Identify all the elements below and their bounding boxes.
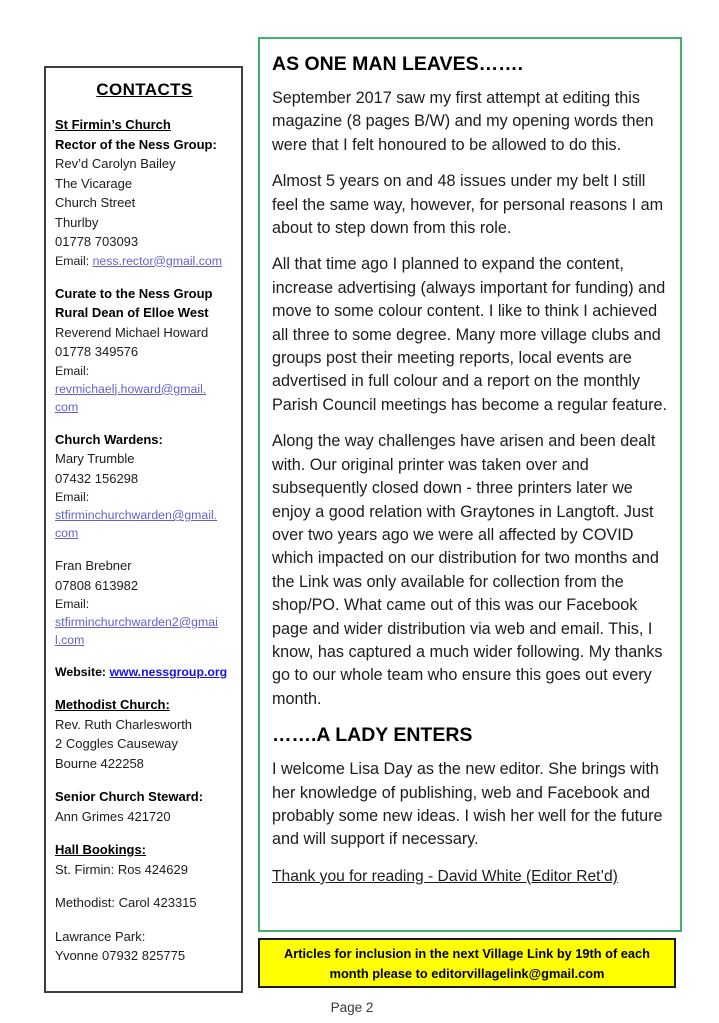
contact-line-label: Lawrance Park: [55, 928, 146, 944]
article-section-1 [272, 87, 668, 711]
contact-line-label: St Firmin’s Church [55, 117, 171, 132]
contacts-title: CONTACTS [96, 80, 193, 99]
contact-line-label: Email: [55, 490, 90, 504]
contact-line-label: Methodist Church: [55, 697, 170, 712]
contact-line-label: Email: [55, 253, 93, 268]
contact-line-label: Senior Church Steward: [55, 789, 204, 804]
contact-line-label: 01778 349576 [55, 344, 139, 359]
contact-line [55, 380, 234, 398]
contact-line-label: 01778 703093 [55, 234, 139, 249]
contact-line-label: Ann Grimes 421720 [55, 808, 171, 824]
contact-line-label: Methodist: Carol 423315 [55, 895, 197, 910]
contact-line [55, 449, 234, 469]
contact-line [55, 270, 234, 284]
contact-link[interactable]: www.nessgroup.org [109, 665, 228, 679]
contact-line-label: 07432 156298 [55, 470, 139, 486]
contact-line [55, 787, 234, 807]
notice-line: month please to editorvillagelink@gmail.com [329, 965, 605, 981]
contact-line [55, 879, 234, 893]
notice-box [258, 938, 676, 988]
article-paragraph: Almost 5 years on and 48 issues under my belt I still feel the same way, however, for personal reasons I am about to step down from this role. [272, 172, 664, 238]
contact-line-label: Mary Trumble [55, 451, 135, 466]
contact-line [55, 506, 234, 524]
contact-line-label: The Vicarage [55, 175, 133, 191]
contact-line [55, 631, 234, 649]
contact-line-label: Reverend Michael Howard [55, 324, 209, 340]
contact-line [55, 542, 234, 556]
contact-line [55, 613, 234, 631]
notice-line: Articles for inclusion in the next Village Link by 19th of each [284, 946, 650, 961]
contact-line-label: Curate to the Ness Group [55, 285, 213, 301]
contact-line [55, 303, 234, 323]
contact-line [55, 323, 234, 343]
contact-line [55, 232, 234, 252]
contact-line [55, 430, 234, 450]
contact-link[interactable]: stfirminchurchwarden2@gmai [55, 615, 218, 629]
contact-link[interactable]: stfirminchurchwarden@gmail. [55, 508, 218, 522]
contact-line [55, 927, 234, 947]
contacts-box [44, 66, 243, 993]
contact-link[interactable]: ness.rector@gmail.com [92, 253, 222, 268]
contact-line [55, 174, 234, 194]
contact-line-label: Yvonne 07932 825775 [55, 948, 186, 963]
contact-line [55, 754, 234, 774]
contact-line-label: St. Firmin: Ros 424629 [55, 861, 188, 877]
contact-line [55, 840, 234, 860]
notice-lines [260, 944, 674, 983]
contact-line-label: Church Wardens: [55, 431, 163, 447]
contact-line [55, 524, 234, 542]
contact-line [55, 773, 234, 787]
contact-line [55, 860, 234, 880]
contact-line [55, 556, 234, 576]
contact-line [55, 284, 234, 304]
contact-line [55, 595, 234, 613]
contact-link[interactable]: com [55, 526, 79, 540]
article-section-2 [272, 758, 668, 852]
article-box [258, 37, 682, 932]
contact-line [55, 576, 234, 596]
contact-line [55, 681, 234, 695]
contact-line [55, 893, 234, 913]
contact-line [55, 807, 234, 827]
contact-link[interactable]: revmichaelj.howard@gmail. [55, 381, 207, 396]
contact-line-label: Rural Dean of Elloe West [55, 305, 209, 320]
article-signoff: Thank you for reading - David White (Editor Ret’d) [272, 867, 618, 885]
contact-line-label: Thurlby [55, 214, 99, 230]
contact-line-label: Rev’d Carolyn Bailey [55, 156, 176, 171]
contact-line [55, 695, 234, 715]
contact-line [55, 946, 234, 966]
contact-line-label: 2 Coggles Causeway [55, 736, 178, 751]
contact-line [55, 213, 234, 233]
contact-line [55, 826, 234, 840]
contact-line [55, 663, 234, 681]
contact-line [55, 398, 234, 416]
contact-line-label: Website: [55, 665, 110, 679]
contact-line [55, 649, 234, 663]
contact-line-label: Hall Bookings: [55, 842, 147, 857]
contact-line [55, 488, 234, 506]
contact-line [55, 154, 234, 174]
contact-line [55, 135, 234, 155]
article-paragraph: All that time ago I planned to expand the content, increase advertising (always important for funding) and move to some colour content. I like to think I achieved all three to some degree. Many more village clubs and groups post their meeting reports, local events are advertised in full colour and a report on the monthly Parish Council meetings has become a regular feature. [272, 255, 668, 414]
contact-line [55, 913, 234, 927]
contact-line-label: 07808 613982 [55, 577, 139, 593]
contact-line-label: Email: [55, 363, 90, 378]
contact-line [55, 193, 234, 213]
contact-line [55, 342, 234, 362]
contact-line [55, 469, 234, 489]
article-paragraph: September 2017 saw my first attempt at editing this magazine (8 pages B/W) and my opening words then were that I felt honoured to be allowed to do this. [272, 89, 654, 154]
contact-line [55, 252, 234, 270]
article-title-leaves: AS ONE MAN LEAVES……. [272, 53, 523, 75]
contact-line-label: Fran Brebner [55, 558, 132, 573]
contact-link[interactable]: com [55, 399, 79, 414]
contact-line [55, 715, 234, 735]
contact-line-label: Email: [55, 597, 90, 611]
contact-line-label: Rev. Ruth Charlesworth [55, 716, 193, 732]
article-paragraph: I welcome Lisa Day as the new editor. She brings with her knowledge of publishing, web and Facebook and probably some new ideas. I wish her well for the future and will support if necessary. [272, 760, 663, 849]
contact-line [55, 362, 234, 380]
article-paragraph: Along the way challenges have arisen and been dealt with. Our original printer was taken over and subsequently closed down - three printers later we enjoy a good relation with Graytones in Langtoft. Just over two years ago we were all affected by COVID which impacted on our distribution for two months and the Link was only available for collection from the shop/PO. What came out of this was our Facebook page and wider distribution via web and email. This, I know, has captured a much wider following. My thanks go to our whole team who ensure this goes out every month. [272, 432, 663, 708]
contact-line [55, 416, 234, 430]
contact-line [55, 115, 234, 135]
contact-link[interactable]: l.com [55, 633, 85, 647]
page-number: Page 2 [330, 1000, 374, 1015]
contact-line-label: Rector of the Ness Group: [55, 136, 217, 152]
contact-line-label: Church Street [55, 195, 136, 210]
contacts-list [55, 115, 234, 966]
contact-line-label: Bourne 422258 [55, 755, 144, 771]
article-title-lady: …….A LADY ENTERS [272, 724, 473, 747]
contact-line [55, 734, 234, 754]
